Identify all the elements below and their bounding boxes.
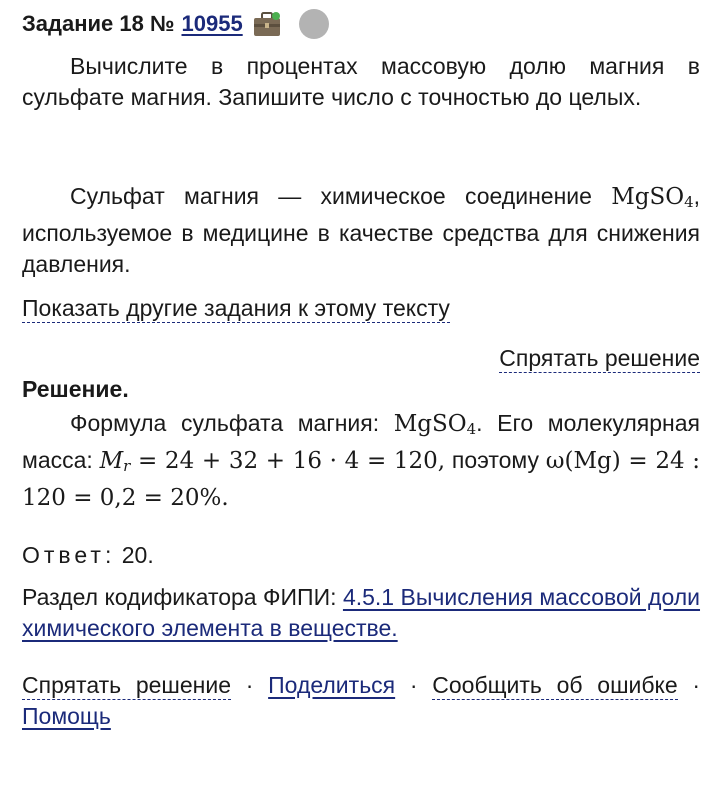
answer-row [22,542,700,569]
solution-formula-2: $M_r = 24 + 32 + 16 \cdot 4 = 120$, [99,448,446,475]
task-header [22,7,329,41]
context-part1: Сульфат магния — химическое соединение [70,183,592,209]
report-error-link[interactable]: Сообщить об ошибке [432,672,678,698]
context-part2: , используемое в медицине в качестве средства для снижения давления. [22,183,701,277]
hide-solution-link[interactable]: Спрятать решение [499,345,700,371]
solution-formula-3: ω(Mg) = 24 : 120 = 0,2 = 20%. [22,448,701,511]
solution-formula-1: MgSO$_4$ [393,411,477,438]
solution-t1: Формула сульфата магния: [70,410,380,436]
footer-hide-solution-link[interactable]: Спрятать решение [22,672,232,698]
help-link[interactable]: Помощь [22,703,111,729]
answer-value: 20. [121,542,154,568]
show-other-row [22,295,700,322]
context-text [22,181,700,280]
briefcase-icon[interactable] [253,11,281,37]
codifier-link[interactable]: 4.5.1 Вычисления массовой доли химического элемента в веществе. [22,584,701,641]
footer-links [22,670,700,732]
show-other-tasks-link[interactable]: Показать другие задания к этому тексту [22,295,450,321]
solution-t3: поэтому [451,447,539,473]
codifier-row [22,582,700,644]
footer-separator: · [692,672,701,698]
hide-solution-row [22,345,700,372]
task-label: Задание 18 № [22,11,175,36]
solution-t2: . Его молекулярная масса: [22,410,700,473]
answer-label: Ответ: [22,542,116,568]
footer-separator: · [245,672,254,698]
question-body: Вычислите в процентах массовую долю магния в сульфате магния. Запишите число с точностью до целых. [22,53,700,110]
share-link[interactable]: Поделиться [268,672,396,698]
question-text [22,51,700,113]
task-number-link[interactable]: 10955 [181,11,243,36]
solution-text [22,408,700,514]
codifier-label: Раздел кодификатора ФИПИ: [22,584,337,610]
context-formula: MgSO$_4$ [611,184,694,211]
status-circle-icon [299,9,329,39]
solution-heading: Решение. [22,376,129,402]
footer-separator: · [409,672,418,698]
